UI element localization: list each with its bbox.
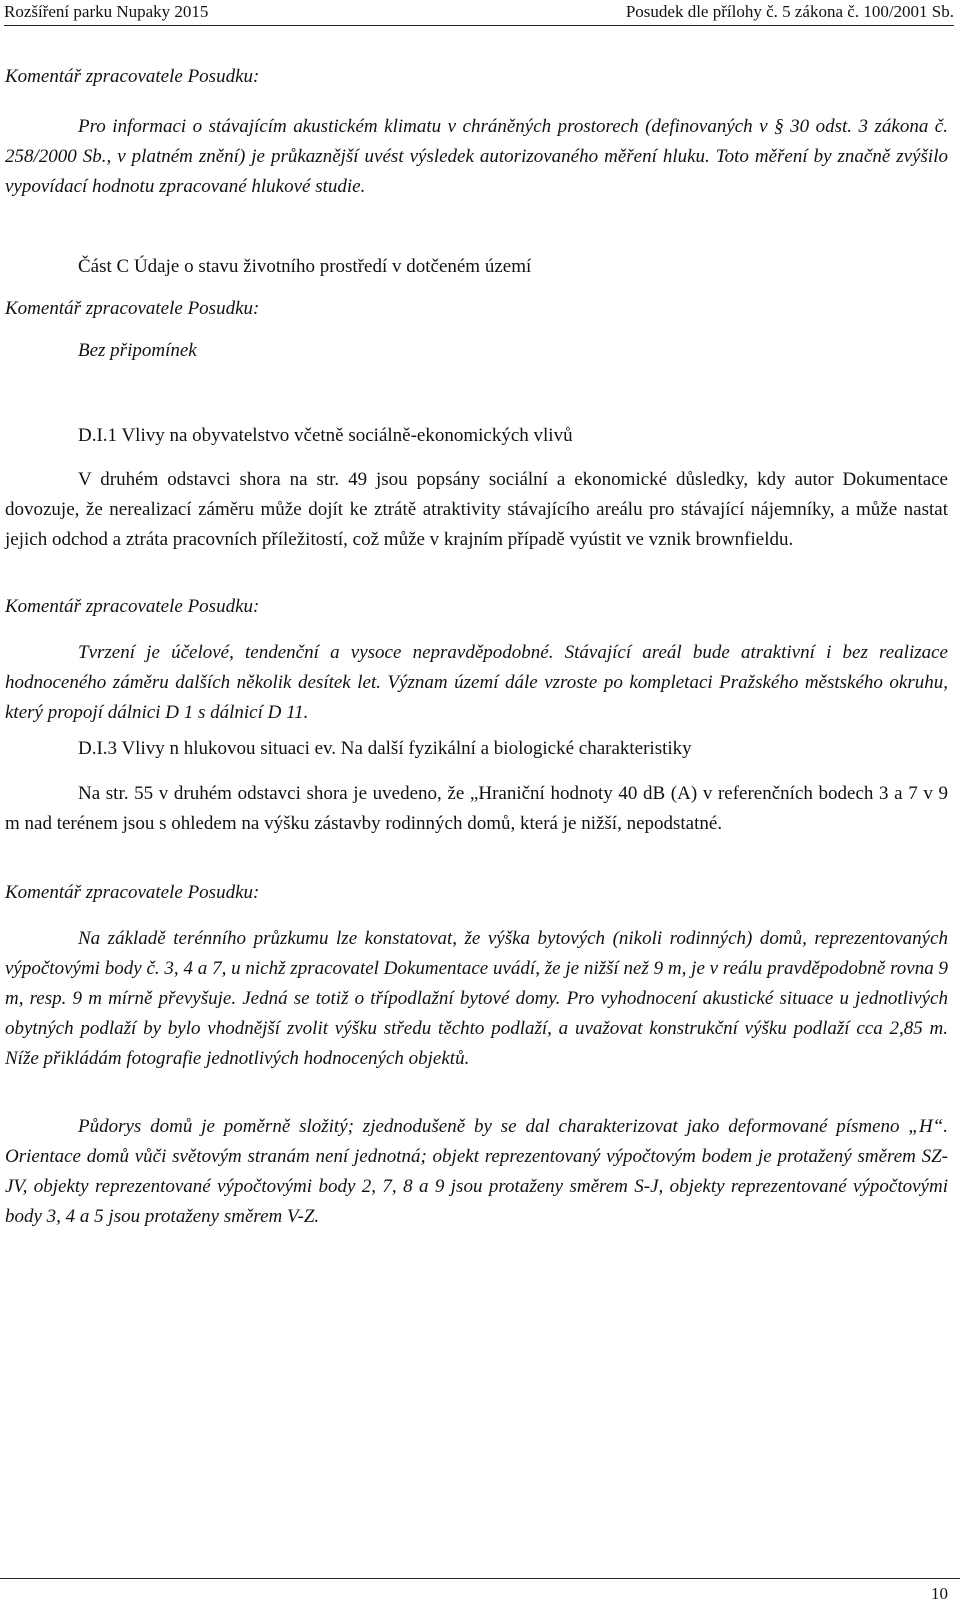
comment-paragraph-building-height: Na základě terénního průzkumu lze konstatovat, že výška bytových (nikoli rodinných) domů, reprezentovaných výpočtovými body č. 3, 4 a 7, u nichž zpracovatel Dokumentace uvádí, že je nižší než 9 m, je v reálu pravděpodobně rovna 9 m, resp. 9 m mírně převyšuje. Jedná se totiž o třípodlažní bytové domy. Pro vyhodnocení akustické situace u jednotlivých obytných podlaží by bylo vhodnější zvolit výšku středu těchto podlaží, a uvažovat konstrukční výšku podlaží cca 2,85 m. Níže přikládám fotografie jednotlivých hodnocených objektů. — [5, 928, 948, 1069]
paragraph-noise-limits: Na str. 55 v druhém odstavci shora je uvedeno, že „Hraniční hodnoty 40 dB (A) v referenčních bodech 3 a 7 v 9 m nad terénem jsou s ohledem na výšku zástavby rodinných domů, která je nižší, nepodstatné. — [5, 783, 948, 834]
page-header — [4, 0, 954, 30]
header-document-title: Posudek dle přílohy č. 5 zákona č. 100/2001 Sb. — [625, 2, 954, 21]
no-comments-text: Bez připomínek — [78, 340, 197, 361]
comment-paragraph-floor-plan: Půdorys domů je poměrně složitý; zjednodušeně by se dal charakterizovat jako deformované písmeno „H“. Orientace domů vůči světovým stranám není jednotná; objekt reprezentovaný výpočtovým bodem je protažený směrem SZ-JV, objekty reprezentované výpočtovými body 2, 7, 8 a 9 jsou protaženy směrem S-J, objekty reprezentované výpočtovými body 3, 4 a 5 jsou protaženy směrem V-Z. — [5, 1116, 948, 1227]
comment-label: Komentář zpracovatele Posudku: — [5, 66, 260, 87]
paragraph-social-economic: V druhém odstavci shora na str. 49 jsou popsány sociální a ekonomické důsledky, kdy autor Dokumentace dovozuje, že nerealizací záměru může dojít ke ztrátě atraktivity stávajícího areálu pro stávající nájemníky, a může nastat jejich odchod a ztráta pracovních příležitostí, což může v krajním případě vyústit ve vznik brownfieldu. — [5, 469, 948, 550]
section-heading-di3: D.I.3 Vlivy n hlukovou situaci ev. Na další fyzikální a biologické charakteristiky — [78, 738, 692, 759]
header-divider — [4, 25, 954, 26]
section-heading-di1: D.I.1 Vlivy na obyvatelstvo včetně sociálně-ekonomických vlivů — [78, 425, 573, 446]
header-project-title: Rozšíření parku Nupaky 2015 — [4, 2, 209, 21]
comment-label: Komentář zpracovatele Posudku: — [5, 596, 260, 617]
comment-label: Komentář zpracovatele Posudku: — [5, 882, 260, 903]
page-number: 10 — [931, 1584, 948, 1603]
section-heading-part-c: Část C Údaje o stavu životního prostředí v dotčeném území — [78, 256, 532, 277]
footer-divider — [0, 1578, 960, 1579]
comment-paragraph-claims: Tvrzení je účelové, tendenční a vysoce nepravděpodobné. Stávající areál bude atraktivní i bez realizace hodnoceného záměru dalších několik desítek let. Význam území dále vzroste po kompletaci Pražského městského okruhu, který propojí dálnici D 1 s dálnicí D 11. — [5, 642, 948, 723]
comment-paragraph-acoustic: Pro informaci o stávajícím akustickém klimatu v chráněných prostorech (definovaných v § 30 odst. 3 zákona č. 258/2000 Sb., v platném znění) je průkaznější uvést výsledek autorizovaného měření hluku. Toto měření by značně zvýšilo vypovídací hodnotu zpracované hlukové studie. — [5, 116, 948, 197]
comment-label: Komentář zpracovatele Posudku: — [5, 298, 260, 319]
